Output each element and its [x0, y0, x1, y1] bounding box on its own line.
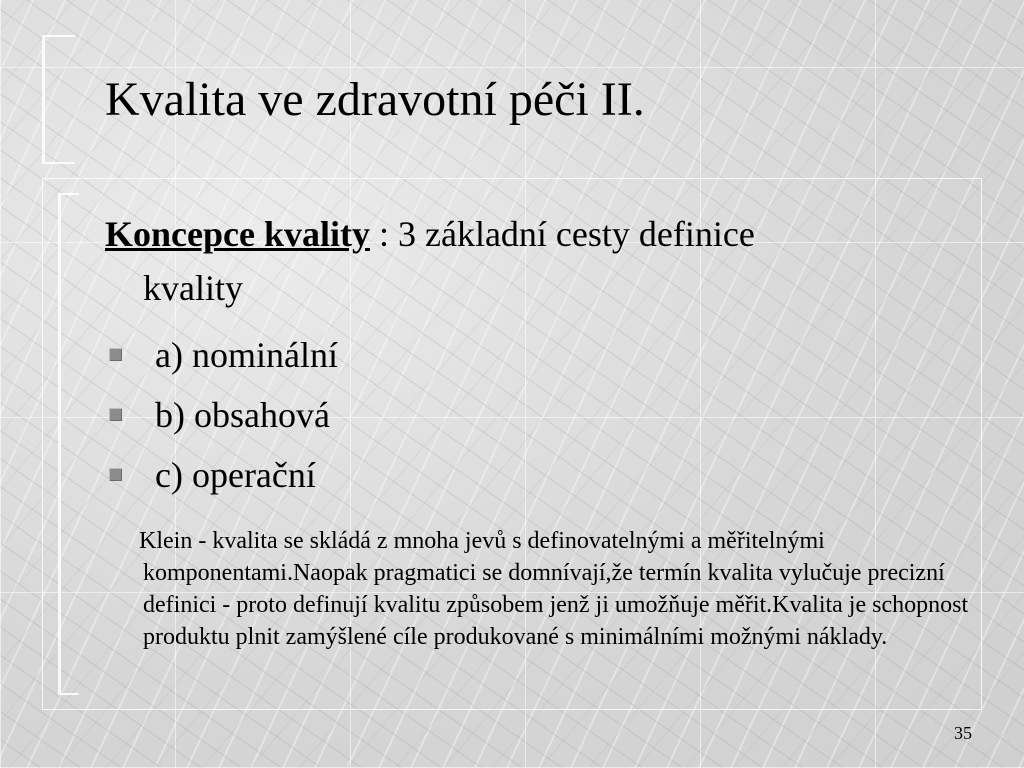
bullet-label: c) operační	[155, 455, 316, 495]
bullet-list	[105, 325, 338, 505]
concept-text-line2: kvality	[143, 268, 243, 308]
body-bracket-decoration	[58, 193, 79, 695]
square-bullet-icon	[109, 468, 122, 481]
square-bullet-icon	[109, 348, 122, 361]
note-paragraph: Klein - kvalita se skládá z mnoha jevů s definovatelnými a měřitelnými komponentami.Naopak pragmatici se domnívají,že termín kvalita vylučuje precizní definici - proto definují kvalitu způsobem jenž ji umožňuje měřit.Kvalita je schopnost produktu plnit zamýšlené cíle produkované s minimálními možnými náklady.	[139, 528, 969, 650]
concept-paragraph	[105, 207, 965, 315]
bullet-label: a) nominální	[155, 335, 338, 375]
concept-text-line1: : 3 základní cesty definice	[369, 214, 755, 254]
title-bracket-decoration	[42, 35, 75, 164]
list-item	[105, 325, 338, 385]
list-item	[105, 385, 338, 445]
bullet-label: b) obsahová	[155, 395, 330, 435]
concept-heading: Koncepce kvality	[105, 214, 370, 254]
slide-title: Kvalita ve zdravotní péči II.	[105, 73, 645, 126]
list-item	[105, 445, 338, 505]
page-number: 35	[954, 723, 972, 743]
square-bullet-icon	[109, 408, 122, 421]
